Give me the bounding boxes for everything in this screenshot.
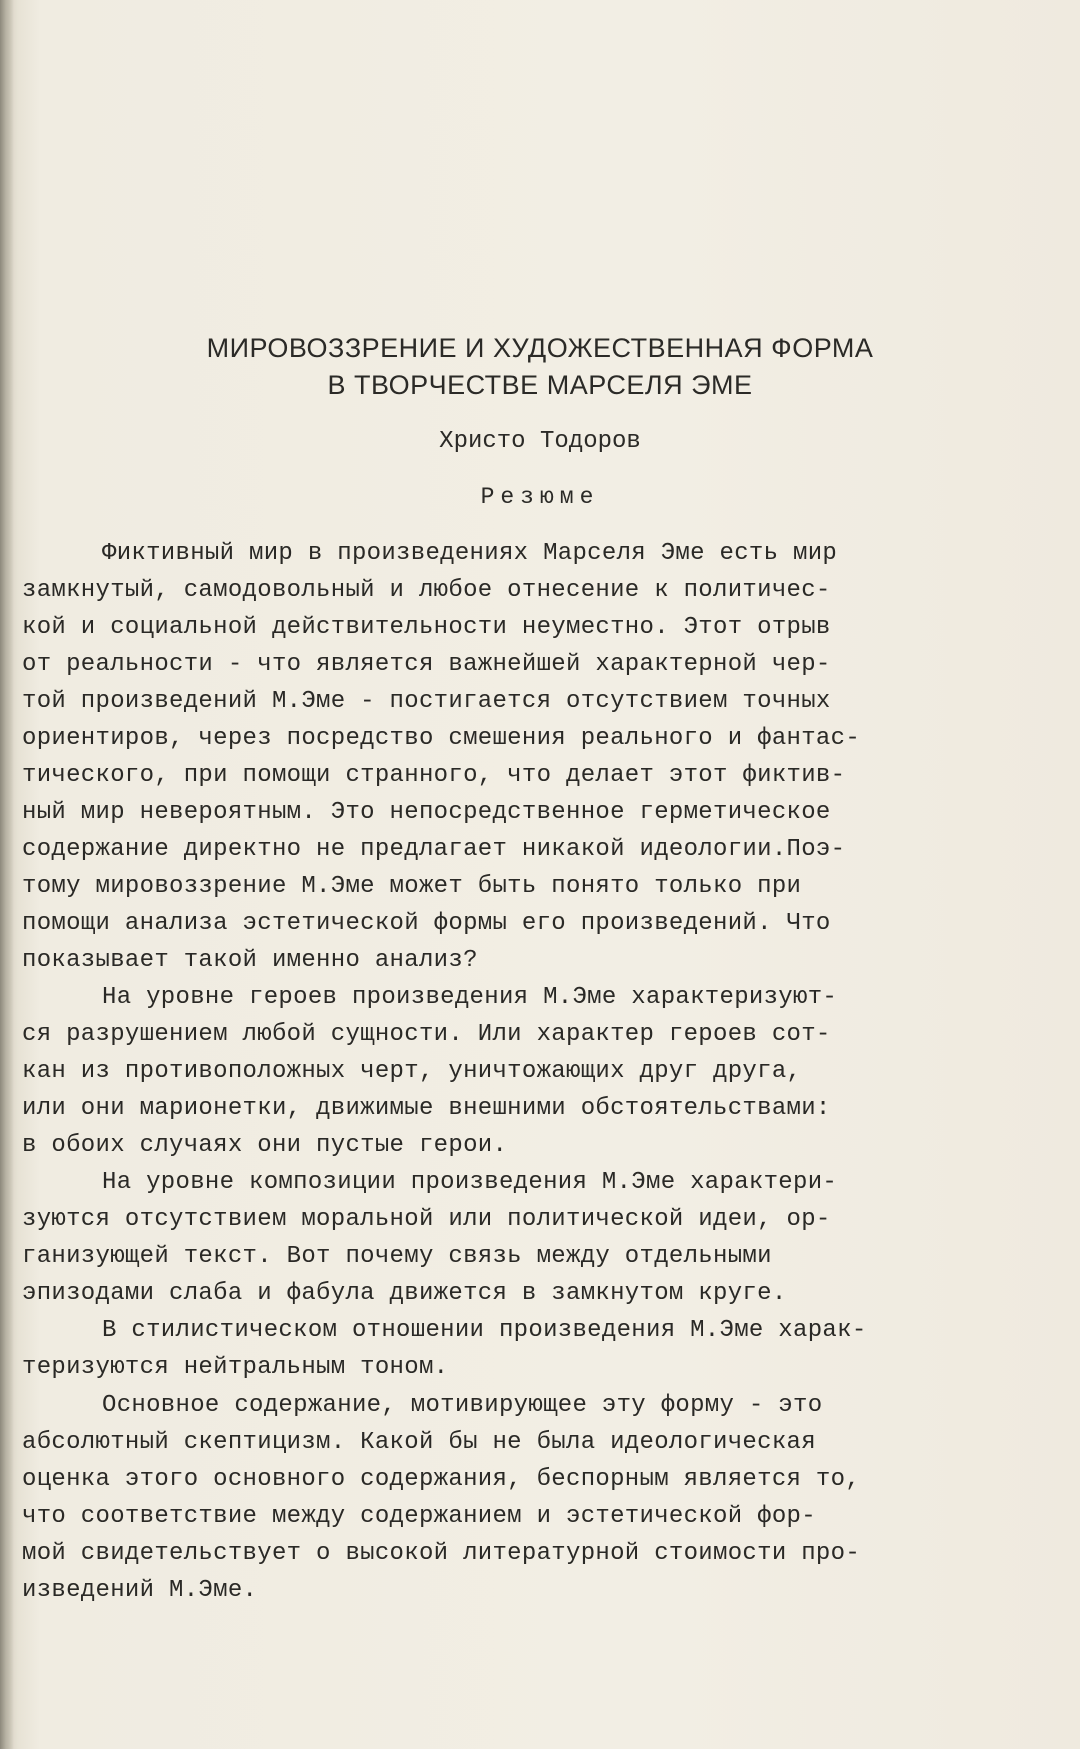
text-line: мой свидетельствует о высокой литературной стоимости про- — [22, 1540, 861, 1567]
text-line: замкнутый, самодовольный и любое отнесение к политичес- — [22, 577, 831, 604]
text-line: зуются отсутствием моральной или политической идеи, ор- — [22, 1206, 831, 1233]
text-line: На уровне героев произведения М.Эме характеризуют- — [102, 984, 838, 1011]
text-line: абсолютный скептицизм. Какой бы не была идеологическая — [22, 1429, 816, 1456]
article-title-line-1: МИРОВОЗЗРЕНИЕ И ХУДОЖЕСТВЕННАЯ ФОРМА — [206, 333, 874, 363]
text-line: от реальности - что является важнейшей характерной чер- — [22, 651, 831, 678]
text-line: эпизодами слаба и фабула движется в замкнутом круге. — [22, 1280, 787, 1307]
text-line: той произведений М.Эме - постигается отсутствием точных — [22, 688, 831, 715]
text-line: ный мир невероятным. Это непосредственное герметическое — [22, 799, 831, 826]
text-line: Фиктивный мир в произведениях Марселя Эме есть мир — [102, 540, 838, 567]
text-line: помощи анализа эстетической формы его произведений. Что — [22, 910, 831, 937]
author-name: Христо Тодоров — [439, 428, 641, 455]
text-line: ся разрушением любой сущности. Или характер героев сот- — [22, 1021, 831, 1048]
text-line: что соответствие между содержанием и эстетической фор- — [22, 1503, 816, 1530]
page-binding-edge — [0, 0, 14, 1749]
text-line: в обоих случаях они пустые герои. — [22, 1132, 508, 1159]
article-title-line-2: В ТВОРЧЕСТВЕ МАРСЕЛЯ ЭМЕ — [327, 370, 753, 400]
text-line: кой и социальной действительности неуместно. Этот отрыв — [22, 614, 831, 641]
text-line: или они марионетки, движимые внешними обстоятельствами: — [22, 1095, 831, 1122]
section-subtitle: Резюме — [480, 484, 600, 510]
text-line: В стилистическом отношении произведения М.Эме харак- — [102, 1317, 867, 1344]
text-line: тического, при помощи странного, что делает этот фиктив- — [22, 762, 846, 789]
text-line: содержание директно не предлагает никакой идеологии.Поэ- — [22, 836, 846, 863]
text-line: показывает такой именно анализ? — [22, 947, 478, 974]
text-line: оценка этого основного содержания, беспорным является то, — [22, 1466, 861, 1493]
text-line: ориентиров, через посредство смешения реального и фантас- — [22, 725, 861, 752]
text-line: изведений М.Эме. — [22, 1577, 258, 1604]
text-line: Основное содержание, мотивирующее эту форму - это — [102, 1392, 823, 1419]
text-line: кан из противоположных черт, уничтожающих друг друга, — [22, 1058, 802, 1085]
text-line: ганизующей текст. Вот почему связь между отдельными — [22, 1243, 772, 1270]
text-line: теризуются нейтральным тоном. — [22, 1354, 449, 1381]
text-line: тому мировоззрение М.Эме может быть понято только при — [22, 873, 802, 900]
text-line: На уровне композиции произведения М.Эме характери- — [102, 1169, 838, 1196]
